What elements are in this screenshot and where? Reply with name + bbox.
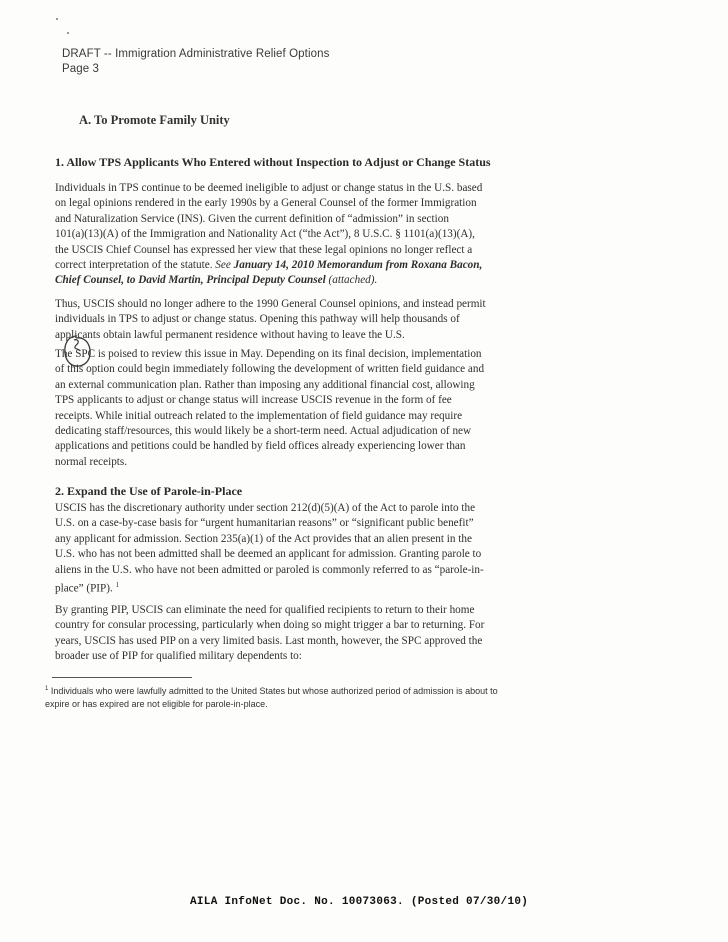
text-line: TPS applicants to adjust or change status will increase USCIS revenue in the form of fee — [55, 394, 452, 407]
text-line: an external communication plan. Rather than imposing any additional financial cost, allowing — [55, 378, 475, 391]
text-line — [55, 578, 525, 597]
text-line: dedicating staff/resources, this would likely be a short-term need. Actual adjudication of new — [55, 425, 472, 438]
text-line: USCIS has the discretionary authority under section 212(d)(5)(A) of the Act to parole into the — [55, 502, 476, 514]
text-line: broader use of PIP for qualified military dependents to: — [55, 650, 302, 663]
text-line: the USCIS Chief Counsel has expressed her view that these legal opinions no longer reflect a — [55, 243, 473, 256]
item1-paragraph-3 — [55, 347, 525, 470]
memo-citation: January 14, 2010 Memorandum from Roxana Bacon, — [233, 259, 483, 272]
text-line: normal receipts. — [55, 455, 128, 468]
footnote-marker: 1 — [45, 686, 49, 692]
item2-paragraph-1 — [55, 501, 525, 597]
text-line: any applicant for admission. Section 235(a)(1) of the Act provides that an alien present in the — [55, 532, 472, 545]
text-line: Individuals in TPS continue to be deemed ineligible to adjust or change status in the U.S. based — [55, 182, 483, 194]
text-line: country for consular processing, particularly when doing so might trigger a bar to returning. For — [55, 619, 485, 632]
item1-paragraph-1 — [55, 181, 525, 289]
memo-citation-continued: Chief Counsel, to David Martin, Principal Deputy Counsel — [55, 274, 326, 287]
text-line — [55, 273, 525, 288]
text-line: individuals in TPS to adjust or change status. Opening this pathway will help thousands of — [55, 313, 460, 326]
text-fragment: Individuals who were lawfully admitted to the United States but whose authorized period of admission is about to — [50, 686, 498, 696]
text-line: receipts. While initial outreach related to the implementation of field guidance may require — [55, 409, 463, 422]
text-line: By granting PIP, USCIS can eliminate the need for qualified recipients to return to their home — [55, 604, 475, 616]
text-line: applicants obtain lawful permanent residence without having to leave the U.S. — [55, 328, 405, 341]
item1-heading: 1. Allow TPS Applicants Who Entered without Inspection to Adjust or Change Status — [55, 155, 491, 169]
item2-heading: 2. Expand the Use of Parole-in-Place — [55, 484, 243, 498]
scan-speck — [56, 18, 58, 20]
text-line: The SPC is poised to review this issue in May. Depending on its final decision, implementation — [55, 348, 482, 360]
footnote-separator — [52, 677, 192, 678]
text-line: of this option could begin immediately following the development of written field guidance and — [55, 363, 485, 376]
text-line: aliens in the U.S. who have not been admitted or paroled is commonly referred to as “parole-in- — [55, 563, 484, 576]
header-page-number: Page 3 — [62, 63, 100, 75]
text-line: 101(a)(13)(A) of the Immigration and Nationality Act (“the Act”), 8 U.S.C. § 1101(a)(13)(A), — [55, 228, 475, 241]
text-fragment: correct interpretation of the statute. — [55, 259, 213, 272]
section-heading: A. To Promote Family Unity — [79, 113, 230, 127]
footnote-reference: 1 — [115, 581, 120, 590]
scan-speck — [67, 32, 69, 34]
text-line: and Naturalization Service (INS). Given the current definition of “admission” in section — [55, 212, 449, 225]
header-title: DRAFT -- Immigration Administrative Relief Options — [62, 48, 330, 60]
text-line — [55, 258, 525, 273]
text-line: Thus, USCIS should no longer adhere to the 1990 General Counsel opinions, and instead permit — [55, 298, 486, 310]
text-line: applications and petitions could be handled by field offices already experiencing lower than — [55, 440, 466, 453]
footnote-line — [45, 683, 525, 698]
item2-paragraph-2 — [55, 603, 525, 665]
text-line: on legal opinions rendered in the early 1990s by a General Counsel of the former Immigration — [55, 197, 477, 210]
text-line: U.S. on a case-by-case basis for “urgent humanitarian reasons” or “significant public benefit” — [55, 517, 474, 530]
attached-note: (attached). — [328, 274, 378, 287]
text-line: years, USCIS has used PIP on a very limited basis. Last month, however, the SPC approved the — [55, 634, 483, 647]
text-line: U.S. who has not been admitted shall be deemed an applicant for admission. Granting parole to — [55, 548, 482, 561]
item1-paragraph-2 — [55, 297, 525, 343]
text-fragment: place” (PIP). — [55, 582, 113, 595]
footnote-line: expire or has expired are not eligible for parole-in-place. — [45, 699, 268, 709]
see-signal: See — [215, 259, 231, 272]
document-footer: AILA InfoNet Doc. No. 10073063. (Posted 07/30/10) — [190, 896, 529, 908]
footnote — [45, 683, 525, 711]
